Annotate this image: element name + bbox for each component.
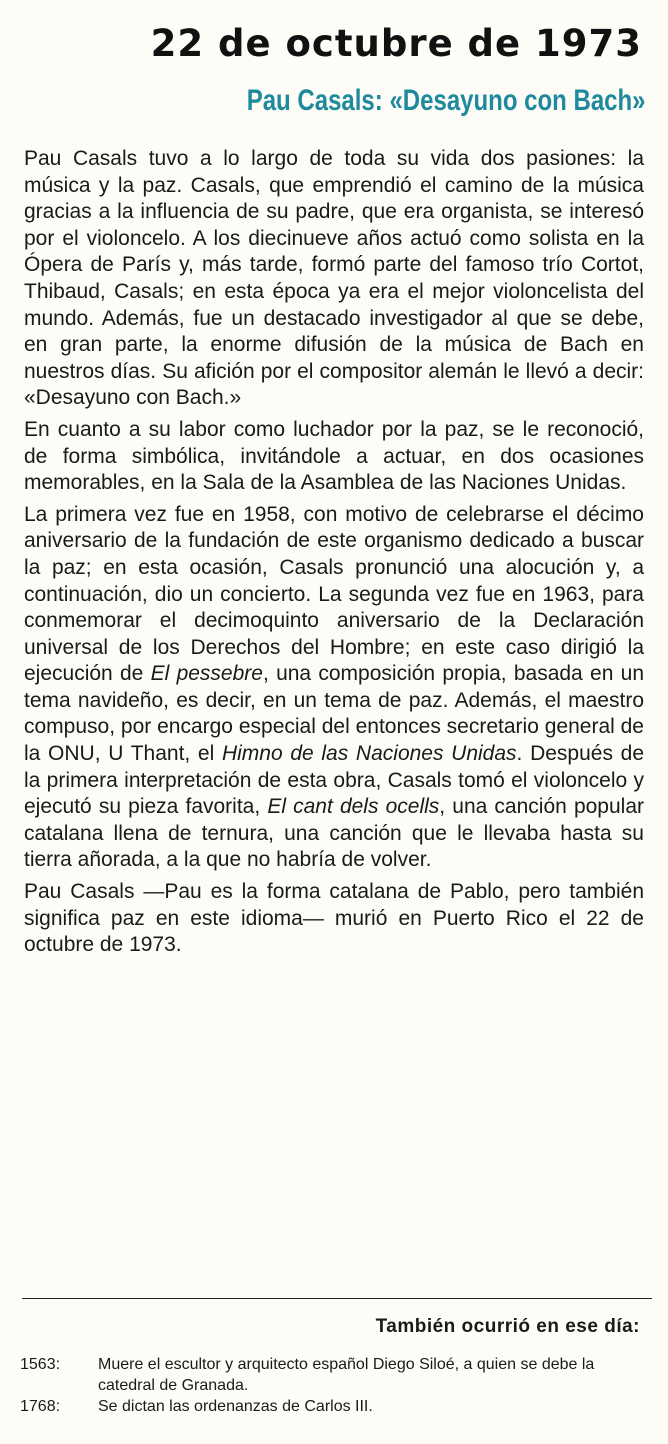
list-item — [20, 1396, 645, 1417]
article-body — [24, 146, 644, 959]
section-divider — [22, 1298, 652, 1299]
italic-title: El cant dels ocells — [267, 795, 440, 819]
event-year: 1563: — [20, 1356, 61, 1373]
also-happened-heading: También ocurrió en ese día: — [375, 1316, 640, 1337]
event-year: 1768: — [20, 1398, 61, 1415]
list-item — [20, 1354, 645, 1396]
event-text: Se dictan las ordenanzas de Carlos III. — [98, 1398, 373, 1415]
event-text: Muere el escultor y arquitecto español Diego Siloé, a quien se debe la catedral de Granada. — [98, 1356, 595, 1394]
events-list — [20, 1354, 645, 1417]
page-title: 22 de octubre de 1973 — [150, 22, 642, 65]
article-paragraph: Pau Casals tuvo a lo largo de toda su vida dos pasiones: la música y la paz. Casals, que emprendió el camino de la música gracias a la influencia de su padre, que era organista, se interesó por el violoncelo. A los diecinueve años actuó como solista en la Ópera de París y, más tarde, formó parte del famoso trío Cortot, Thibaud, Casals; en esta época ya era el mejor violoncelista del mundo. Además, fue un destacado investigador al que se debe, en gran parte, la enorme difusión de la música de Bach en nuestros días. Su afición por el compositor alemán le llevó a decir: «Desayuno con Bach.» — [24, 147, 644, 410]
italic-title: El pessebre — [150, 662, 263, 686]
italic-title: Himno de las Naciones Unidas — [221, 742, 517, 766]
article-paragraph: Pau Casals —Pau es la forma catalana de Pablo, pero también significa paz en este idioma— murió en Puerto Rico el 22 de octubre de 1973. — [24, 880, 644, 957]
article-paragraph: En cuanto a su labor como luchador por la paz, se le reconoció, de forma simbólica, invitándole a actuar, en dos ocasiones memorables, en la Sala de la Asamblea de las Naciones Unidas. — [24, 417, 644, 495]
article-subtitle: Pau Casals: «Desayuno con Bach» — [247, 84, 646, 117]
article-paragraph: La primera vez fue en 1958, con motivo de celebrarse el décimo aniversario de la fundación de este organismo dedicado a buscar la paz; en esta ocasión, Casals pronunció una alocución y, a continuación, dio un concierto. La segunda vez fue en 1963, para conmemorar el decimoquinto aniversario de la Declaración universal de los Derechos del Hombre; en este caso dirigió la ejecución de El pessebre, una composición propia, basada en un tema navideño, es decir, en un tema de paz. Además, el maestro compuso, por encargo especial del entonces secretario general de la ONU, U Thant, el Himno de las Naciones Unidas. Después de la primera interpretación de esta obra, Casals tomó el violoncelo y ejecutó su pieza favorita, El cant dels ocells, una canción popular catalana llena de ternura, una canción que le llevaba hasta su tierra añorada, a la que no habría de volver. — [24, 502, 645, 872]
